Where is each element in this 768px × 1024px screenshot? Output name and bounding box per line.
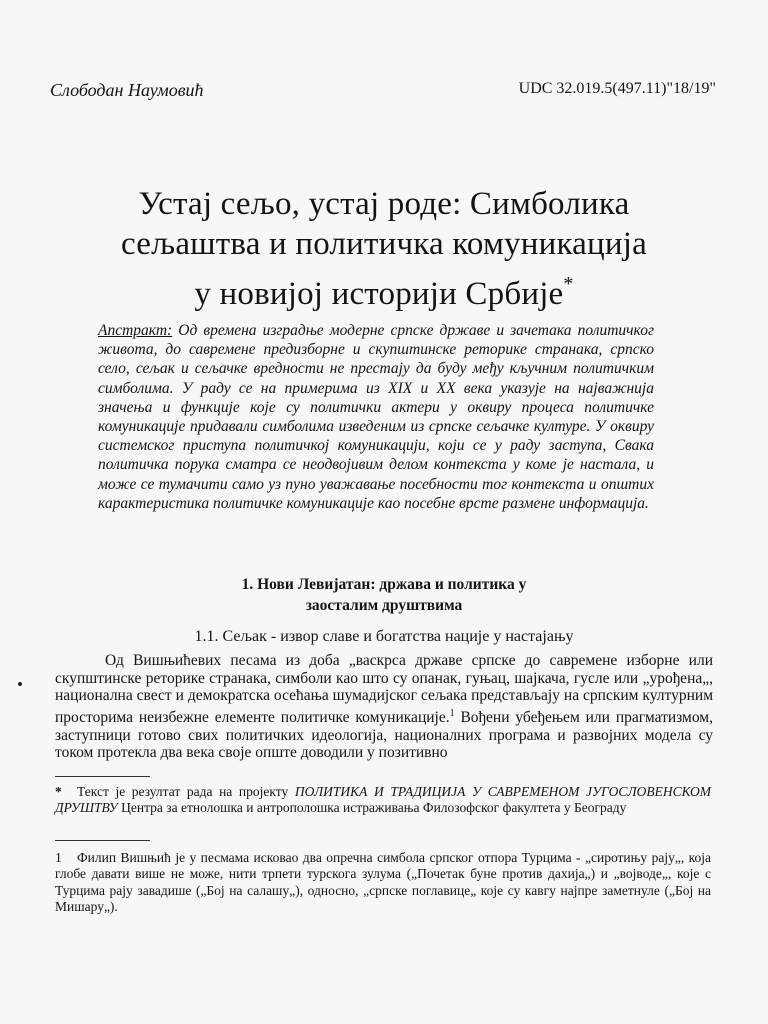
body-text-part-2: Вођени убеђењем или прагматизмом, заступници готово свих политичких идеологија, националних програма и развојних модела су током протекла два века своје опште доводили у позитивно <box>55 708 713 762</box>
udc-code: UDC 32.019.5(497.11)"18/19" <box>518 80 716 97</box>
title-line-1: Устај сељо, устај роде: Симболика <box>138 186 630 222</box>
section-heading <box>100 574 668 616</box>
title-line-3-text: у новијој историји Србије <box>194 276 564 312</box>
footnote-one-mark: 1 <box>55 850 62 865</box>
footnote-star-text-1: Текст је резултат рада на пројекту <box>77 784 295 799</box>
section-heading-line-1: 1. Нови Левијатан: држава и политика у <box>241 576 527 593</box>
footnote-one-text: Филип Вишњић је у песмама исковао два опречна симбола српског отпора Турцима - „сиротињу рају„, која глобе давати више не може, нити трпети турскога зулума („Почетак буне против дахија„) и „војводе„, које с Турцима рају завадише („Бој на салашу„), односно, „српске поглавице„ које су кавгу најпре заметнуле („Бој на Мишару„). <box>55 850 711 915</box>
scan-speck <box>18 682 22 686</box>
abstract-label: Апстракт: <box>98 322 173 339</box>
footnote-divider-2 <box>55 840 150 841</box>
title-line-3 <box>40 264 728 314</box>
footnote-star-mark: * <box>55 784 62 799</box>
footnote-star <box>55 784 711 817</box>
footnote-divider <box>55 776 150 777</box>
subsection-heading: 1.1. Сељак - извор славе и богатства нације у настајању <box>194 628 574 645</box>
section-heading-line-2: заосталим друштвима <box>305 597 463 614</box>
footnote-one <box>55 850 711 916</box>
author-name: Слободан Наумовић <box>50 80 204 100</box>
footnote-star-text-2: Центра за етнолошка и антрополошка истраживања Филозофског факултета у Београду <box>117 800 627 816</box>
body-paragraph <box>55 652 713 762</box>
body-text <box>55 652 713 762</box>
article-title <box>40 184 728 314</box>
abstract-text: Од времена изградње модерне српске државе и зачетака политичког живота, до савремене предизборне и скупштинске реторике странака, српско село, сељак и сељачке вредности не престају да буду међу кључним политичким симболима. У раду се на примерима из XIX и XX века указује на најважнија значења и функције које су политички актери у оквиру процеса политичке комуникације придавали симболима изведеним из српске сељачке културе. У оквиру системског приступа политичкој комуникацији, који се у раду заступа, Свака политичка порука сматра се неодвојивим делом контекста у коме је настала, и може се тумачити само уз пуно уважавање посебности тог контекста и општих карактеристика политичке комуникације као посебне врсте размене информација. <box>98 322 655 512</box>
title-footnote-marker: * <box>563 273 574 295</box>
footnote-star-project: ПОЛИТИКА И ТРАДИЦИЈА У САВРЕМЕНОМ ЈУГОСЛОВЕНСКОМ ДРУШТВУ <box>55 784 711 816</box>
abstract <box>98 321 654 513</box>
body-text-part-1: Од Вишњићевих песама из доба „васкрса државе српске до савремене изборне или скупштинске реторике странака, симболи као што су опанак, гуњац, шајкача, гусле или „урођена„, национална свест и демократска осећања шумадијског сељака представљају на српским културним просторима неизбежне елементе политичке комуникације. <box>55 652 713 726</box>
title-line-2: сељаштва и политичка комуникација <box>121 226 647 262</box>
footnote-reference: 1 <box>449 707 455 719</box>
